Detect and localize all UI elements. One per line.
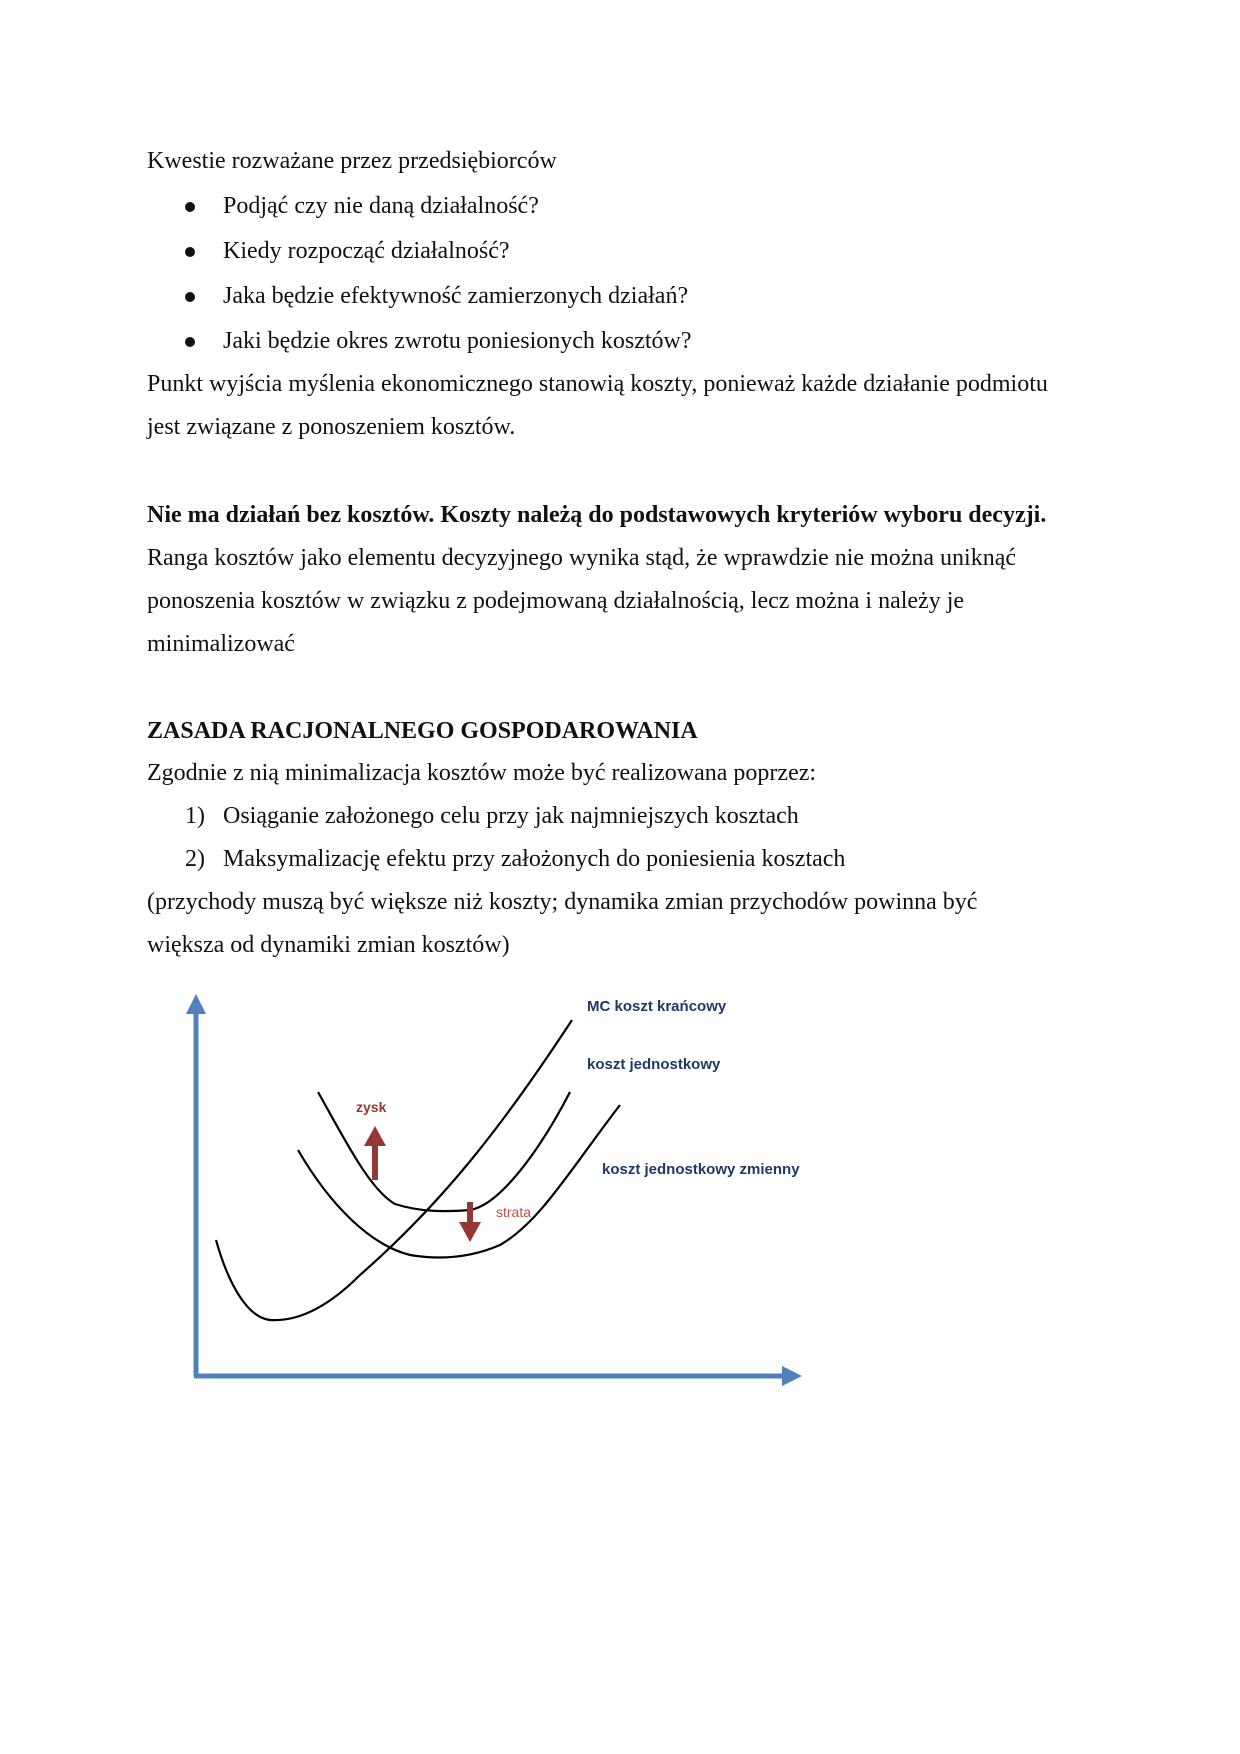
y-axis-arrowhead	[186, 994, 206, 1014]
costs-bold-statement: Nie ma działań bez kosztów. Koszty należą do podstawowych kryteriów wyboru decyzji.	[147, 502, 1047, 528]
section-heading: ZASADA RACJONALNEGO GOSPODAROWANIA	[147, 718, 698, 744]
bullet-item: Podjąć czy nie daną działalność?	[223, 193, 539, 219]
mc-label: MC koszt krańcowy	[587, 998, 727, 1015]
loss-label: strata	[496, 1204, 532, 1220]
numbered-item-marker: 2)	[185, 846, 205, 872]
variable-unit-cost-curve	[298, 1105, 620, 1258]
principle-note-line: (przychody muszą być większe niż koszty; dynamika zmian przychodów powinna być	[147, 889, 978, 915]
loss-arrowhead	[459, 1222, 481, 1242]
bullet-item: Jaki będzie okres zwrotu poniesionych kosztów?	[223, 328, 692, 354]
principle-lead: Zgodnie z nią minimalizacja kosztów może być realizowana poprzez:	[147, 760, 817, 786]
bullet-item: Kiedy rozpocząć działalność?	[223, 238, 510, 264]
intro-paragraph-line: Punkt wyjścia myślenia ekonomicznego stanowią koszty, ponieważ każde działanie podmiotu	[147, 371, 1048, 397]
principle-note-line: większa od dynamiki zmian kosztów)	[147, 932, 510, 958]
variable-unit-cost-label: koszt jednostkowy zmienny	[602, 1161, 800, 1178]
numbered-item-text: Osiąganie założonego celu przy jak najmniejszych kosztach	[223, 803, 799, 829]
intro-paragraph-line: jest związane z ponoszeniem kosztów.	[147, 414, 516, 440]
numbered-item-text: Maksymalizację efektu przy założonych do poniesienia kosztach	[223, 846, 846, 872]
costs-paragraph-line: ponoszenia kosztów w związku z podejmowaną działalnością, lecz można i należy je	[147, 588, 965, 614]
numbered-item-marker: 1)	[185, 803, 205, 829]
unit-cost-label: koszt jednostkowy	[587, 1056, 721, 1073]
x-axis-arrowhead	[782, 1366, 802, 1386]
costs-paragraph-line: Ranga kosztów jako elementu decyzyjnego wynika stąd, że wprawdzie nie można uniknąć	[147, 545, 1017, 571]
costs-paragraph-line: minimalizować	[147, 631, 295, 657]
profit-label: zysk	[356, 1099, 387, 1115]
profit-arrowhead	[364, 1126, 386, 1146]
marginal-cost-curve	[216, 1020, 572, 1320]
intro-title: Kwestie rozważane przez przedsiębiorców	[147, 148, 557, 174]
bullet-item: Jaka będzie efektywność zamierzonych działań?	[223, 283, 689, 309]
